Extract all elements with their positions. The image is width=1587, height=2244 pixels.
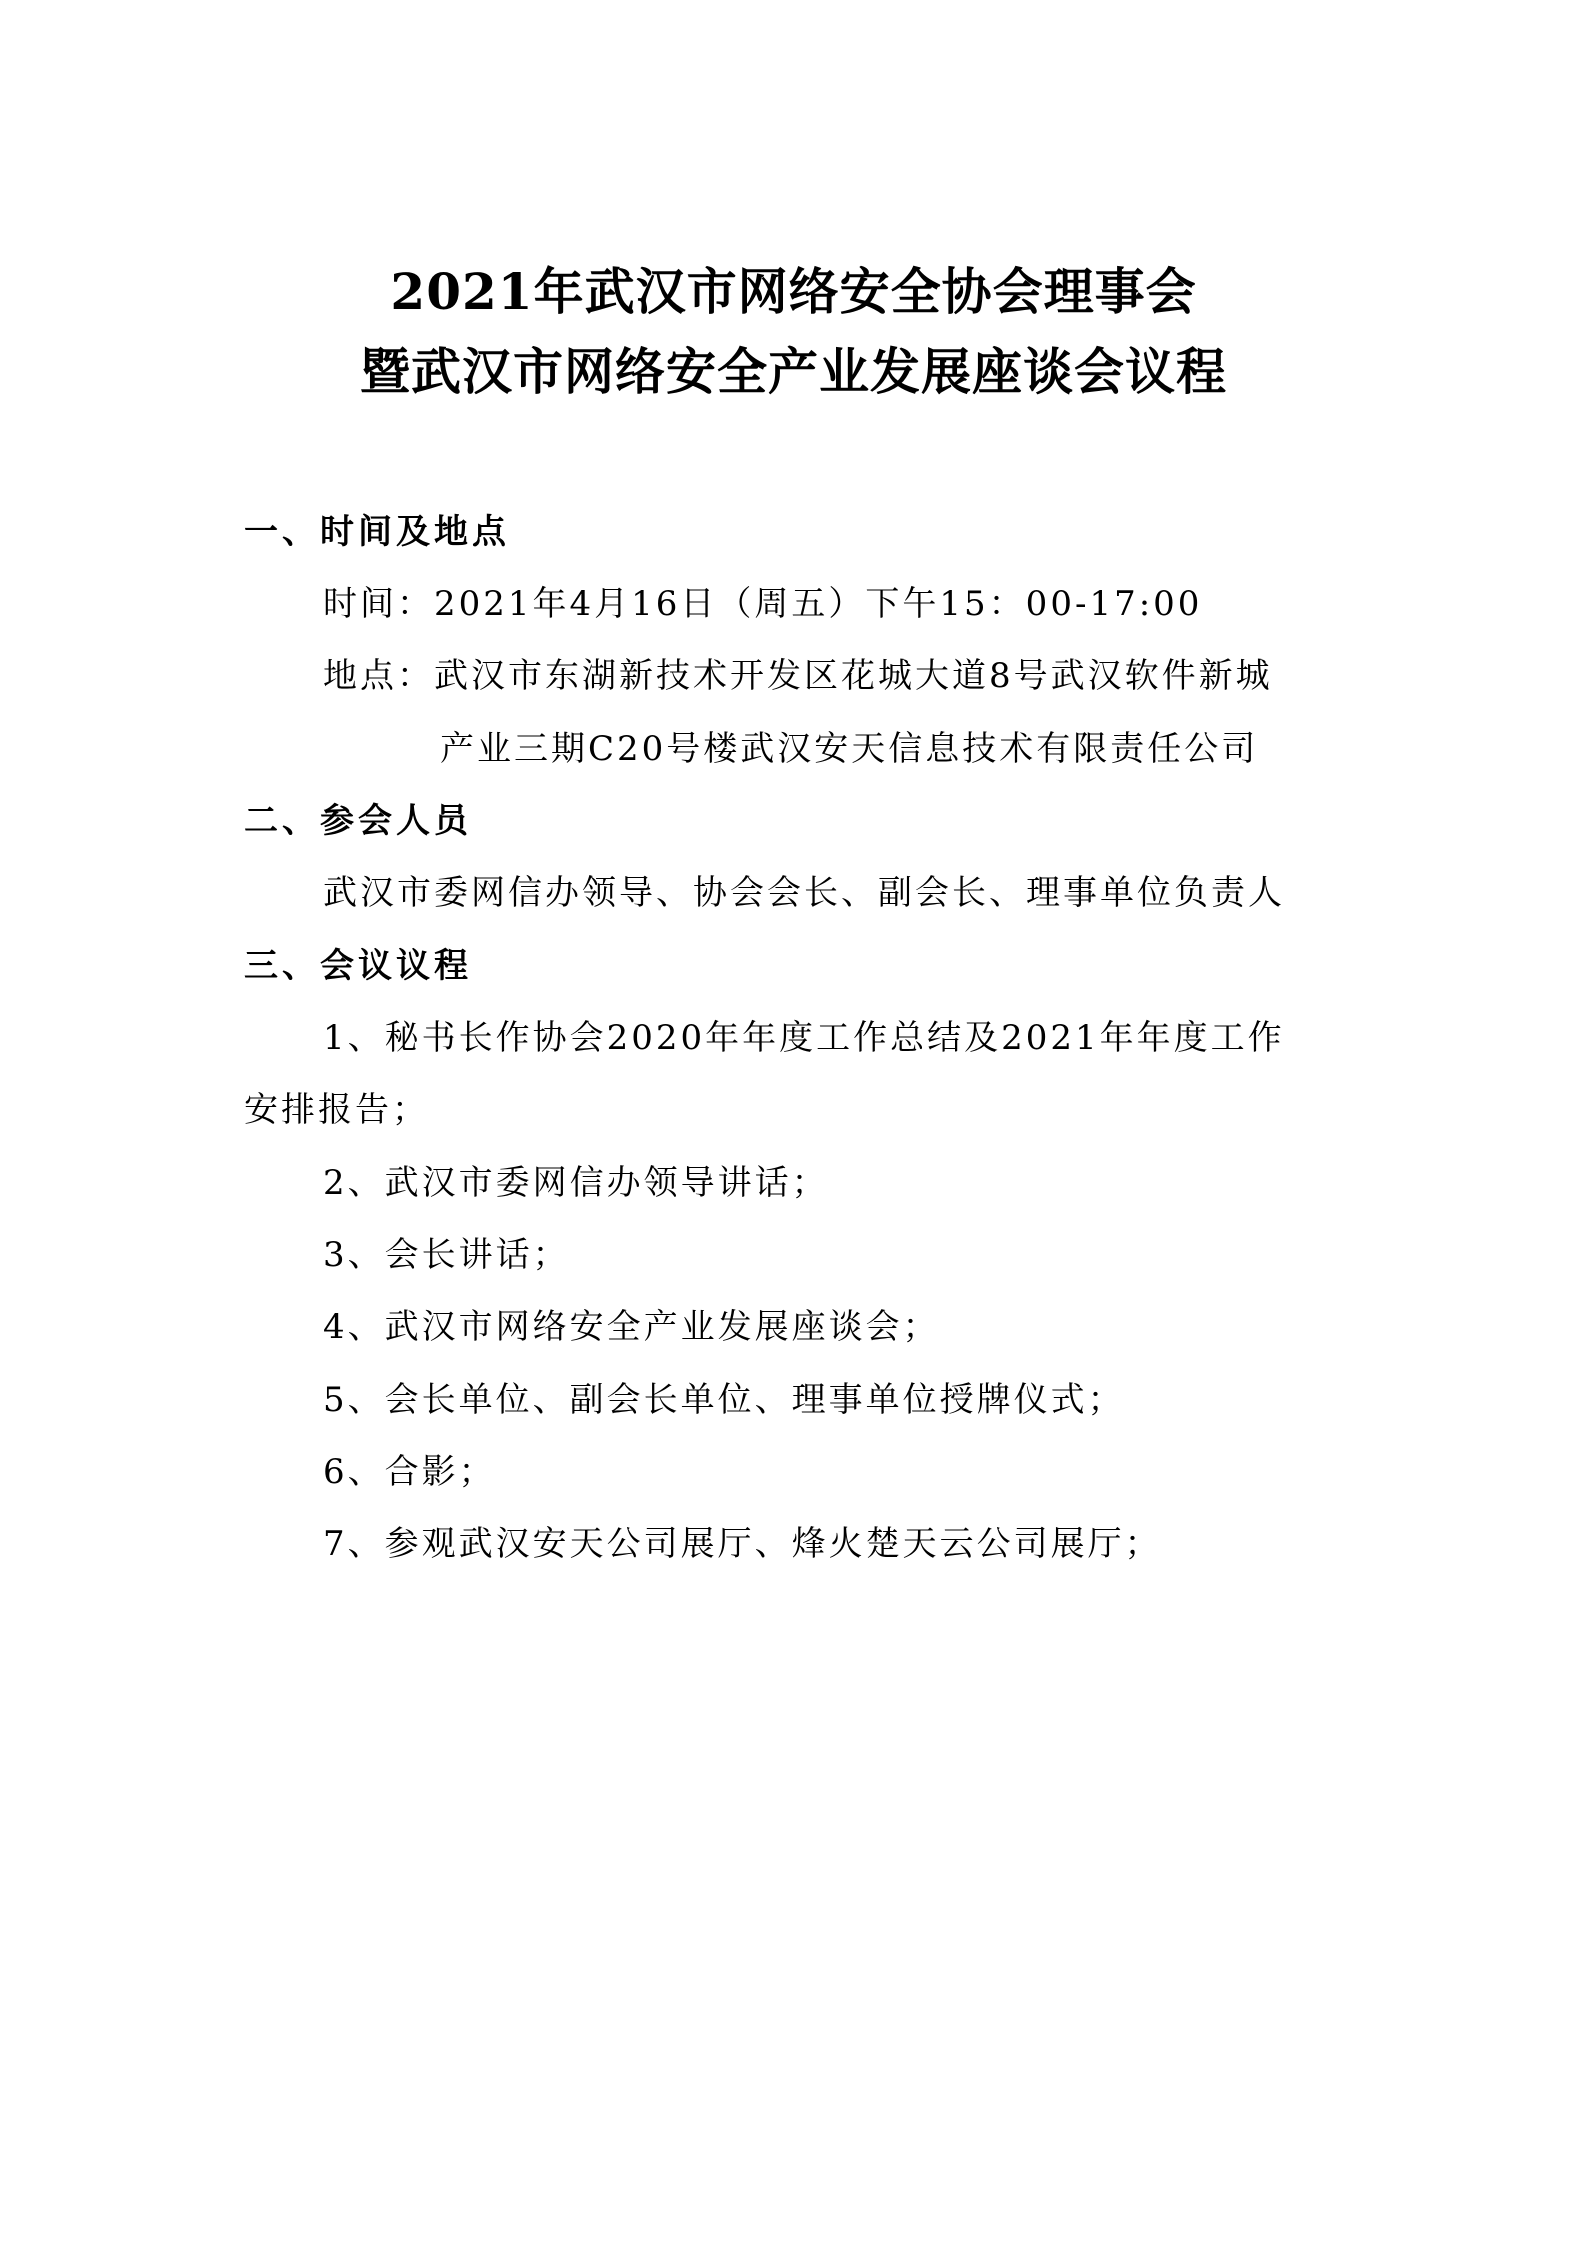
agenda-item-1: 1、秘书长作协会2020年年度工作总结及2021年年度工作 [323,1018,1285,1058]
attendees-text: 武汉市委网信办领导、协会会长、副会长、理事单位负责人 [323,873,1285,913]
section-heading-time-location: 一、时间及地点 [244,512,510,552]
meeting-time: 时间：2021年4月16日（周五）下午15：00-17:00 [323,584,1203,624]
meeting-location-line2: 产业三期C20号楼武汉安天信息技术有限责任公司 [440,729,1259,769]
agenda-item-7: 7、参观武汉安天公司展厅、烽火楚天云公司展厅； [323,1524,1162,1564]
agenda-item-1-continuation: 安排报告； [244,1090,429,1130]
section-heading-attendees: 二、参会人员 [244,801,472,841]
document-title-line1: 2021年武汉市网络安全协会理事会 [390,262,1197,321]
document-title-line2: 暨武汉市网络安全产业发展座谈会议程 [360,342,1227,401]
agenda-item-3: 3、会长讲话； [323,1235,570,1275]
agenda-item-6: 6、合影； [323,1452,496,1492]
agenda-item-5: 5、会长单位、副会长单位、理事单位授牌仪式； [323,1380,1125,1420]
agenda-item-4: 4、武汉市网络安全产业发展座谈会； [323,1307,940,1347]
section-heading-agenda: 三、会议议程 [244,946,472,986]
agenda-item-2: 2、武汉市委网信办领导讲话； [323,1163,829,1203]
meeting-location-line1: 地点：武汉市东湖新技术开发区花城大道8号武汉软件新城 [323,656,1273,696]
